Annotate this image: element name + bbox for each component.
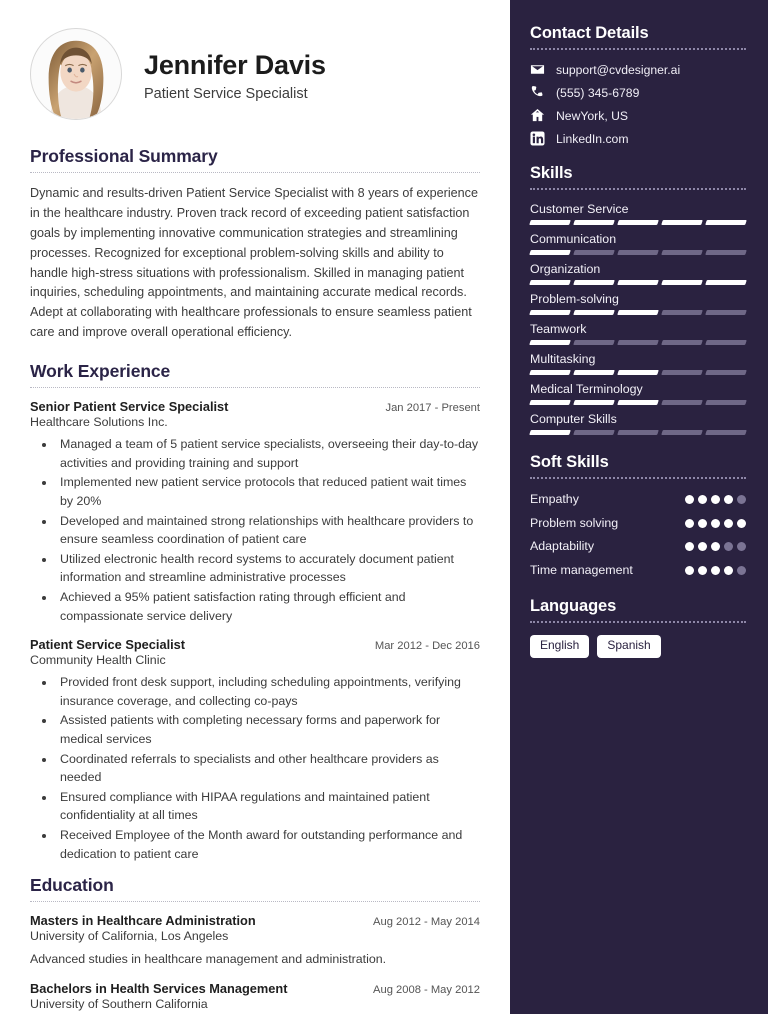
skill-label: Customer Service bbox=[530, 202, 629, 216]
contact-text: (555) 345-6789 bbox=[556, 85, 640, 100]
soft-skill-label: Empathy bbox=[530, 492, 579, 506]
skill-segment bbox=[617, 220, 659, 225]
skill-segment bbox=[573, 310, 615, 315]
soft-skill-rating bbox=[685, 538, 746, 551]
skills-list bbox=[530, 202, 746, 435]
education-entry bbox=[30, 913, 480, 969]
rating-dot bbox=[737, 566, 746, 575]
rating-dot bbox=[698, 566, 707, 575]
skill-level-bar bbox=[530, 280, 746, 285]
contact-list bbox=[530, 62, 746, 146]
skill-level-bar bbox=[530, 340, 746, 345]
skill-segment bbox=[529, 430, 571, 435]
skill-segment bbox=[661, 310, 703, 315]
skill-item bbox=[530, 202, 746, 225]
skill-segment bbox=[617, 400, 659, 405]
list-item: • Provided front desk support, including scheduling appointments, verifying insurance coverage, and collecting co-pays bbox=[56, 673, 480, 710]
education-degree: Masters in Healthcare Administration bbox=[30, 913, 256, 929]
skill-segment bbox=[661, 370, 703, 375]
rating-dot bbox=[724, 519, 733, 528]
professional-summary-section bbox=[30, 146, 480, 343]
skill-segment bbox=[573, 280, 615, 285]
skill-segment bbox=[617, 370, 659, 375]
work-entry-header bbox=[30, 637, 480, 652]
soft-skills-list bbox=[530, 491, 746, 579]
skill-segment bbox=[573, 220, 615, 225]
rating-dot bbox=[737, 495, 746, 504]
skill-segment bbox=[705, 310, 747, 315]
skill-segment bbox=[705, 280, 747, 285]
list-item: • Achieved a 95% patient satisfaction rating through efficient and compassionate service delivery bbox=[56, 588, 480, 625]
skill-item bbox=[530, 232, 746, 255]
job-title: Patient Service Specialist bbox=[144, 85, 308, 102]
skill-item bbox=[530, 292, 746, 315]
contact-text: NewYork, US bbox=[556, 108, 629, 123]
rating-dot bbox=[724, 566, 733, 575]
work-entry-bullets bbox=[30, 435, 480, 625]
skill-segment bbox=[705, 220, 747, 225]
divider bbox=[30, 172, 480, 173]
skill-label: Multitasking bbox=[530, 352, 596, 366]
rating-dot bbox=[724, 542, 733, 551]
skill-segment bbox=[573, 430, 615, 435]
summary-text: Dynamic and results-driven Patient Service Specialist with 8 years of experience in the healthcare industry. Proven track record of exceeding patient satisfaction goals by implementing innovative communication strategies and streamlining processes. Recognized for exceptional problem-solving skills and ability to handle high-stress situations with professionalism. Skilled in managing patient inquiries, scheduling appointments, and maintaining accurate medical records. Adept at collaborating with healthcare professionals to ensure seamless patient care and improve overall operational efficiency. bbox=[30, 186, 478, 340]
contact-text: LinkedIn.com bbox=[556, 131, 629, 146]
work-entry-title: Senior Patient Service Specialist bbox=[30, 399, 229, 415]
skill-segment bbox=[617, 280, 659, 285]
work-entry-date: Jan 2017 - Present bbox=[385, 402, 480, 415]
skill-item bbox=[530, 262, 746, 285]
rating-dot bbox=[685, 566, 694, 575]
rating-dot bbox=[698, 495, 707, 504]
divider bbox=[530, 48, 746, 50]
language-chip[interactable]: Spanish bbox=[597, 635, 660, 658]
skill-segment bbox=[617, 430, 659, 435]
linkedin-icon bbox=[530, 131, 545, 146]
skill-segment bbox=[529, 340, 571, 345]
work-entry-title: Patient Service Specialist bbox=[30, 637, 186, 653]
envelope-icon bbox=[530, 62, 545, 77]
contact-row[interactable] bbox=[530, 108, 746, 123]
work-entry-organization: Community Health Clinic bbox=[30, 653, 166, 668]
education-description: Advanced studies in healthcare management and administration. bbox=[30, 952, 387, 967]
education-entry-header bbox=[30, 981, 480, 996]
skill-label: Problem-solving bbox=[530, 292, 619, 306]
education-section bbox=[30, 875, 480, 1011]
rating-dot bbox=[685, 542, 694, 551]
soft-skill-rating bbox=[685, 562, 746, 575]
skill-segment bbox=[617, 310, 659, 315]
soft-skill-label: Adaptability bbox=[530, 539, 595, 554]
contact-row[interactable] bbox=[530, 62, 746, 77]
rating-dot bbox=[724, 495, 733, 504]
contact-row[interactable] bbox=[530, 85, 746, 100]
skill-label: Computer Skills bbox=[530, 412, 617, 426]
summary-heading: Professional Summary bbox=[30, 146, 218, 166]
contact-details-section bbox=[530, 24, 746, 146]
skill-segment bbox=[661, 400, 703, 405]
rating-dot bbox=[685, 495, 694, 504]
soft-skill-label: Problem solving bbox=[530, 515, 619, 530]
work-experience-section bbox=[30, 361, 480, 863]
skill-level-bar bbox=[530, 400, 746, 405]
soft-skill-label: Time management bbox=[530, 563, 633, 578]
skill-segment bbox=[529, 400, 571, 405]
rating-dot bbox=[711, 495, 720, 504]
resume-header bbox=[30, 28, 480, 120]
work-entry bbox=[30, 399, 480, 625]
education-school: University of California, Los Angeles bbox=[30, 929, 229, 944]
rating-dot bbox=[698, 542, 707, 551]
work-entry-header bbox=[30, 399, 480, 414]
profile-photo-icon bbox=[31, 29, 121, 119]
skill-segment bbox=[705, 250, 747, 255]
list-item: • Assisted patients with completing necessary forms and paperwork for medical services bbox=[56, 711, 480, 748]
divider bbox=[530, 621, 746, 623]
skill-segment bbox=[705, 370, 747, 375]
list-item: • Coordinated referrals to specialists and other healthcare providers as needed bbox=[56, 750, 480, 787]
avatar bbox=[30, 28, 122, 120]
skill-segment bbox=[661, 280, 703, 285]
education-entry-list bbox=[30, 913, 480, 1011]
skill-segment bbox=[705, 340, 747, 345]
soft-skill-item bbox=[530, 515, 746, 532]
sidebar bbox=[510, 0, 768, 1014]
skill-segment bbox=[529, 310, 571, 315]
home-icon bbox=[530, 108, 545, 123]
rating-dot bbox=[685, 519, 694, 528]
skill-item bbox=[530, 322, 746, 345]
language-chip[interactable]: English bbox=[530, 635, 589, 658]
rating-dot bbox=[711, 519, 720, 528]
list-item: • Managed a team of 5 patient service specialists, overseeing their day-to-day activities and providing training and support bbox=[56, 435, 480, 472]
skill-level-bar bbox=[530, 310, 746, 315]
list-item: • Developed and maintained strong relationships with healthcare providers to ensure seamless coordination of patient care bbox=[56, 512, 480, 549]
work-entry-list bbox=[30, 399, 480, 863]
skill-segment bbox=[573, 340, 615, 345]
divider bbox=[30, 901, 480, 902]
skill-segment bbox=[661, 220, 703, 225]
skill-level-bar bbox=[530, 250, 746, 255]
divider bbox=[530, 477, 746, 479]
work-entry-organization: Healthcare Solutions Inc. bbox=[30, 415, 168, 430]
education-degree: Bachelors in Health Services Management bbox=[30, 980, 288, 996]
soft-skill-rating bbox=[685, 491, 746, 504]
contact-row[interactable] bbox=[530, 131, 746, 146]
phone-icon bbox=[530, 85, 545, 100]
skill-segment bbox=[529, 220, 571, 225]
divider bbox=[530, 188, 746, 190]
skills-heading: Skills bbox=[530, 164, 573, 182]
rating-dot bbox=[737, 542, 746, 551]
rating-dot bbox=[711, 542, 720, 551]
skill-segment bbox=[661, 250, 703, 255]
soft-skill-item bbox=[530, 562, 746, 579]
skill-item bbox=[530, 352, 746, 375]
skill-level-bar bbox=[530, 370, 746, 375]
soft-skills-section bbox=[530, 453, 746, 579]
skills-section bbox=[530, 164, 746, 435]
languages-section bbox=[530, 597, 746, 658]
education-heading: Education bbox=[30, 875, 114, 896]
skill-item bbox=[530, 382, 746, 405]
rating-dot bbox=[711, 566, 720, 575]
skill-segment bbox=[573, 250, 615, 255]
skill-segment bbox=[529, 250, 571, 255]
soft-skills-heading: Soft Skills bbox=[530, 453, 609, 471]
soft-skill-item bbox=[530, 538, 746, 555]
skill-level-bar bbox=[530, 220, 746, 225]
soft-skill-rating bbox=[685, 515, 746, 528]
contact-text: support@cvdesigner.ai bbox=[556, 62, 681, 77]
rating-dot bbox=[698, 519, 707, 528]
page-title: Jennifer Davis bbox=[144, 50, 326, 81]
list-item: • Ensured compliance with HIPAA regulations and maintained patient confidentiality at all times bbox=[56, 788, 480, 825]
work-heading: Work Experience bbox=[30, 361, 171, 382]
work-entry bbox=[30, 637, 480, 863]
skill-segment bbox=[573, 370, 615, 375]
skill-segment bbox=[661, 340, 703, 345]
skill-segment bbox=[661, 430, 703, 435]
work-entry-date: Mar 2012 - Dec 2016 bbox=[374, 640, 480, 653]
skill-item bbox=[530, 412, 746, 435]
skill-label: Communication bbox=[530, 232, 617, 246]
divider bbox=[30, 387, 480, 388]
list-item: • Received Employee of the Month award for outstanding performance and dedication to patient care bbox=[56, 826, 480, 863]
rating-dot bbox=[737, 519, 746, 528]
skill-segment bbox=[529, 370, 571, 375]
skill-label: Teamwork bbox=[530, 322, 587, 336]
skill-segment bbox=[617, 340, 659, 345]
skill-label: Organization bbox=[530, 262, 601, 276]
skill-segment bbox=[705, 430, 747, 435]
skill-segment bbox=[705, 400, 747, 405]
skill-level-bar bbox=[530, 430, 746, 435]
education-date: Aug 2008 - May 2012 bbox=[373, 983, 480, 996]
skill-segment bbox=[573, 400, 615, 405]
contact-heading: Contact Details bbox=[530, 24, 649, 42]
languages-heading: Languages bbox=[530, 596, 617, 615]
work-entry-bullets bbox=[30, 673, 480, 863]
education-school: University of Southern California bbox=[30, 996, 208, 1011]
list-item: • Implemented new patient service protocols that reduced patient wait times by 20% bbox=[56, 473, 480, 510]
list-item: • Utilized electronic health record systems to accurately document patient information and streamline administrative processes bbox=[56, 550, 480, 587]
skill-segment bbox=[617, 250, 659, 255]
soft-skill-item bbox=[530, 491, 746, 508]
skill-label: Medical Terminology bbox=[530, 382, 643, 396]
education-date: Aug 2012 - May 2014 bbox=[373, 916, 480, 929]
skill-segment bbox=[529, 280, 571, 285]
identity-block bbox=[144, 46, 326, 101]
education-entry bbox=[30, 981, 480, 1011]
language-chip-list bbox=[530, 635, 746, 658]
education-entry-header bbox=[30, 913, 480, 928]
